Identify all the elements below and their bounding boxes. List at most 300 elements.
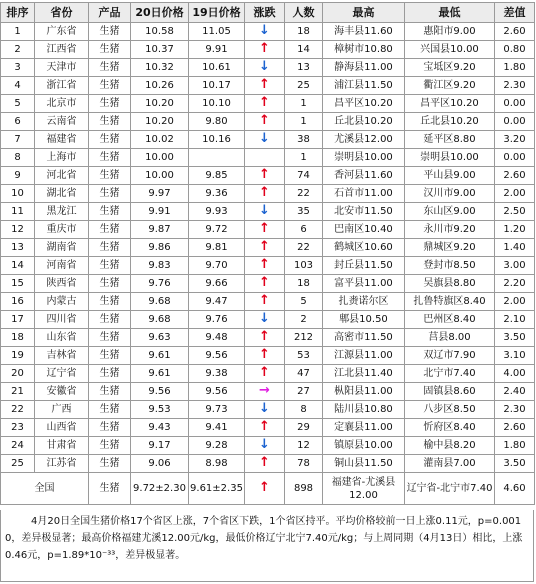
cell-lowest: 丘北县10.20 xyxy=(405,113,495,131)
cell-rank: 8 xyxy=(1,149,35,167)
cell-price20: 9.91 xyxy=(131,203,189,221)
cell-price19: 9.61±2.35 xyxy=(189,473,245,505)
trend-cell xyxy=(245,275,285,293)
arrow-up-icon: ↑ xyxy=(259,113,270,128)
cell-province: 安徽省 xyxy=(35,383,89,401)
trend-cell xyxy=(245,239,285,257)
trend-cell xyxy=(245,113,285,131)
cell-count: 2 xyxy=(285,311,323,329)
cell-price19: 9.72 xyxy=(189,221,245,239)
cell-lowest: 东山区9.00 xyxy=(405,203,495,221)
cell-price20: 9.86 xyxy=(131,239,189,257)
cell-highest: 定襄县11.00 xyxy=(323,419,405,437)
table-row xyxy=(1,419,535,437)
cell-lowest: 八步区8.50 xyxy=(405,401,495,419)
cell-price19: 9.66 xyxy=(189,275,245,293)
arrow-up-icon: ↑ xyxy=(259,480,270,495)
cell-highest: 扎赉诺尔区 xyxy=(323,293,405,311)
cell-count: 13 xyxy=(285,59,323,77)
cell-diff: 0.80 xyxy=(495,41,535,59)
cell-price20: 10.32 xyxy=(131,59,189,77)
cell-product: 生猪 xyxy=(89,131,131,149)
table-row xyxy=(1,329,535,347)
cell-price20: 9.17 xyxy=(131,437,189,455)
cell-lowest: 扎鲁特旗区8.40 xyxy=(405,293,495,311)
cell-price20: 9.76 xyxy=(131,275,189,293)
cell-count: 38 xyxy=(285,131,323,149)
cell-price19: 9.70 xyxy=(189,257,245,275)
cell-price19: 9.76 xyxy=(189,311,245,329)
table-row xyxy=(1,41,535,59)
summary-row xyxy=(1,473,535,505)
cell-price20: 9.06 xyxy=(131,455,189,473)
cell-highest: 北安市11.50 xyxy=(323,203,405,221)
cell-diff: 3.50 xyxy=(495,329,535,347)
arrow-flat-icon: → xyxy=(259,383,270,398)
cell-price19: 9.41 xyxy=(189,419,245,437)
trend-cell xyxy=(245,77,285,95)
cell-diff: 1.20 xyxy=(495,221,535,239)
cell-highest: 郫县10.50 xyxy=(323,311,405,329)
cell-count: 6 xyxy=(285,221,323,239)
cell-diff: 1.80 xyxy=(495,59,535,77)
trend-cell xyxy=(245,95,285,113)
cell-rank: 23 xyxy=(1,419,35,437)
trend-cell xyxy=(245,185,285,203)
cell-province: 湖南省 xyxy=(35,239,89,257)
cell-product: 生猪 xyxy=(89,383,131,401)
table-row xyxy=(1,383,535,401)
trend-cell xyxy=(245,257,285,275)
cell-product: 生猪 xyxy=(89,455,131,473)
arrow-down-icon: ↓ xyxy=(259,131,270,146)
trend-cell xyxy=(245,401,285,419)
cell-rank: 1 xyxy=(1,23,35,41)
cell-province: 吉林省 xyxy=(35,347,89,365)
cell-count: 1 xyxy=(285,149,323,167)
cell-rank: 13 xyxy=(1,239,35,257)
cell-lowest: 延平区8.80 xyxy=(405,131,495,149)
cell-count: 1 xyxy=(285,113,323,131)
cell-count: 5 xyxy=(285,293,323,311)
cell-diff: 1.80 xyxy=(495,437,535,455)
cell-count: 53 xyxy=(285,347,323,365)
cell-count: 47 xyxy=(285,365,323,383)
cell-lowest: 辽宁省-北宁市7.40 xyxy=(405,473,495,505)
cell-price20: 9.97 xyxy=(131,185,189,203)
cell-lowest: 汉川市9.00 xyxy=(405,185,495,203)
cell-rank: 4 xyxy=(1,77,35,95)
cell-product: 生猪 xyxy=(89,167,131,185)
cell-count: 1 xyxy=(285,95,323,113)
col-header-trend: 涨跌 xyxy=(245,3,285,23)
col-header-count: 人数 xyxy=(285,3,323,23)
cell-product: 生猪 xyxy=(89,293,131,311)
arrow-down-icon: ↓ xyxy=(259,437,270,452)
cell-count: 27 xyxy=(285,383,323,401)
cell-province: 内蒙古 xyxy=(35,293,89,311)
cell-highest: 福建省-尤溪县12.00 xyxy=(323,473,405,505)
cell-highest: 浦江县11.50 xyxy=(323,77,405,95)
cell-highest: 铜山县11.50 xyxy=(323,455,405,473)
cell-highest: 陆川县10.80 xyxy=(323,401,405,419)
cell-rank: 20 xyxy=(1,365,35,383)
arrow-down-icon: ↓ xyxy=(259,203,270,218)
table-row xyxy=(1,167,535,185)
cell-diff: 2.30 xyxy=(495,77,535,95)
cell-province: 甘肃省 xyxy=(35,437,89,455)
hog-price-table xyxy=(0,2,535,505)
table-row xyxy=(1,401,535,419)
arrow-up-icon: ↑ xyxy=(259,365,270,380)
cell-count: 22 xyxy=(285,239,323,257)
table-row xyxy=(1,365,535,383)
trend-cell xyxy=(245,167,285,185)
cell-price19: 10.10 xyxy=(189,95,245,113)
cell-price19: 9.80 xyxy=(189,113,245,131)
cell-highest: 石首市11.00 xyxy=(323,185,405,203)
cell-province: 四川省 xyxy=(35,311,89,329)
cell-diff: 2.00 xyxy=(495,185,535,203)
col-header-price20: 20日价格 xyxy=(131,3,189,23)
cell-count: 18 xyxy=(285,23,323,41)
arrow-up-icon: ↑ xyxy=(259,293,270,308)
cell-product: 生猪 xyxy=(89,95,131,113)
cell-diff: 2.40 xyxy=(495,383,535,401)
table-row xyxy=(1,131,535,149)
cell-price20: 10.37 xyxy=(131,41,189,59)
cell-rank: 5 xyxy=(1,95,35,113)
trend-cell xyxy=(245,329,285,347)
cell-price20: 9.68 xyxy=(131,293,189,311)
cell-lowest: 兴国县10.00 xyxy=(405,41,495,59)
arrow-up-icon: ↑ xyxy=(259,185,270,200)
cell-highest: 香河县11.60 xyxy=(323,167,405,185)
cell-product: 生猪 xyxy=(89,401,131,419)
table-row xyxy=(1,59,535,77)
cell-province: 辽宁省 xyxy=(35,365,89,383)
arrow-up-icon: ↑ xyxy=(259,329,270,344)
cell-count: 212 xyxy=(285,329,323,347)
cell-product: 生猪 xyxy=(89,77,131,95)
cell-price19: 9.81 xyxy=(189,239,245,257)
cell-diff: 2.60 xyxy=(495,23,535,41)
table-row xyxy=(1,257,535,275)
table-row xyxy=(1,77,535,95)
col-header-rank: 排序 xyxy=(1,3,35,23)
cell-province: 云南省 xyxy=(35,113,89,131)
cell-product: 生猪 xyxy=(89,23,131,41)
cell-lowest: 衢江区9.20 xyxy=(405,77,495,95)
cell-price20: 9.68 xyxy=(131,311,189,329)
cell-price19: 10.16 xyxy=(189,131,245,149)
trend-cell xyxy=(245,149,285,167)
cell-product: 生猪 xyxy=(89,311,131,329)
cell-price20: 10.02 xyxy=(131,131,189,149)
trend-cell xyxy=(245,293,285,311)
cell-lowest: 灌南县7.00 xyxy=(405,455,495,473)
cell-diff: 0.00 xyxy=(495,95,535,113)
cell-count: 35 xyxy=(285,203,323,221)
arrow-up-icon: ↑ xyxy=(259,167,270,182)
cell-highest: 鹤城区10.60 xyxy=(323,239,405,257)
cell-province: 山西省 xyxy=(35,419,89,437)
cell-price19: 9.73 xyxy=(189,401,245,419)
header-row xyxy=(1,3,535,23)
cell-price19: 8.98 xyxy=(189,455,245,473)
cell-price19: 9.47 xyxy=(189,293,245,311)
trend-cell xyxy=(245,347,285,365)
cell-highest: 江源县11.00 xyxy=(323,347,405,365)
cell-price20: 9.43 xyxy=(131,419,189,437)
cell-product: 生猪 xyxy=(89,221,131,239)
cell-diff: 3.10 xyxy=(495,347,535,365)
cell-rank: 6 xyxy=(1,113,35,131)
cell-lowest: 固镇县8.60 xyxy=(405,383,495,401)
cell-highest: 崇明县10.00 xyxy=(323,149,405,167)
cell-price20: 9.53 xyxy=(131,401,189,419)
cell-price20: 9.61 xyxy=(131,347,189,365)
cell-product: 生猪 xyxy=(89,329,131,347)
col-header-diff: 差值 xyxy=(495,3,535,23)
cell-price20: 10.58 xyxy=(131,23,189,41)
cell-price19: 10.17 xyxy=(189,77,245,95)
cell-diff: 0.00 xyxy=(495,149,535,167)
table-row xyxy=(1,185,535,203)
cell-highest: 尤溪县12.00 xyxy=(323,131,405,149)
trend-cell xyxy=(245,455,285,473)
cell-rank: 2 xyxy=(1,41,35,59)
cell-count: 14 xyxy=(285,41,323,59)
cell-product: 生猪 xyxy=(89,437,131,455)
cell-product: 生猪 xyxy=(89,239,131,257)
cell-diff: 0.00 xyxy=(495,113,535,131)
cell-product: 生猪 xyxy=(89,473,131,505)
cell-diff: 2.20 xyxy=(495,275,535,293)
cell-province: 福建省 xyxy=(35,131,89,149)
cell-lowest: 宝坻区9.20 xyxy=(405,59,495,77)
table-row xyxy=(1,347,535,365)
cell-province: 江苏省 xyxy=(35,455,89,473)
cell-price19: 9.91 xyxy=(189,41,245,59)
cell-price19: 9.93 xyxy=(189,203,245,221)
cell-diff: 2.60 xyxy=(495,419,535,437)
arrow-down-icon: ↓ xyxy=(259,401,270,416)
cell-rank: 17 xyxy=(1,311,35,329)
cell-price20: 10.00 xyxy=(131,167,189,185)
cell-lowest: 崇明县10.00 xyxy=(405,149,495,167)
arrow-down-icon: ↓ xyxy=(259,23,270,38)
cell-price19: 9.38 xyxy=(189,365,245,383)
cell-highest: 巴南区10.40 xyxy=(323,221,405,239)
cell-rank: 9 xyxy=(1,167,35,185)
arrow-down-icon: ↓ xyxy=(259,311,270,326)
cell-diff: 2.10 xyxy=(495,311,535,329)
cell-price20: 9.61 xyxy=(131,365,189,383)
cell-count: 898 xyxy=(285,473,323,505)
col-header-price19: 19日价格 xyxy=(189,3,245,23)
cell-count: 29 xyxy=(285,419,323,437)
cell-product: 生猪 xyxy=(89,365,131,383)
cell-highest: 江北县11.40 xyxy=(323,365,405,383)
trend-cell xyxy=(245,383,285,401)
cell-lowest: 忻府区8.40 xyxy=(405,419,495,437)
table-row xyxy=(1,239,535,257)
cell-lowest: 鼎城区9.20 xyxy=(405,239,495,257)
trend-cell xyxy=(245,221,285,239)
cell-rank: 24 xyxy=(1,437,35,455)
table-row xyxy=(1,23,535,41)
cell-province: 广东省 xyxy=(35,23,89,41)
cell-highest: 静海县11.00 xyxy=(323,59,405,77)
cell-price20: 9.56 xyxy=(131,383,189,401)
table-row xyxy=(1,149,535,167)
arrow-up-icon: ↑ xyxy=(259,41,270,56)
cell-highest: 海丰县11.60 xyxy=(323,23,405,41)
cell-province: 山东省 xyxy=(35,329,89,347)
col-header-highest: 最高 xyxy=(323,3,405,23)
cell-lowest: 双辽市7.90 xyxy=(405,347,495,365)
trend-cell xyxy=(245,473,285,505)
trend-cell xyxy=(245,311,285,329)
cell-product: 生猪 xyxy=(89,347,131,365)
cell-highest: 镇原县10.00 xyxy=(323,437,405,455)
cell-rank: 3 xyxy=(1,59,35,77)
cell-lowest: 永川市9.20 xyxy=(405,221,495,239)
table-body xyxy=(1,23,535,505)
cell-count: 8 xyxy=(285,401,323,419)
cell-diff: 3.20 xyxy=(495,131,535,149)
cell-price19: 10.61 xyxy=(189,59,245,77)
table-row xyxy=(1,293,535,311)
cell-lowest: 巴州区8.40 xyxy=(405,311,495,329)
cell-rank: 14 xyxy=(1,257,35,275)
cell-diff: 1.40 xyxy=(495,239,535,257)
cell-price19: 9.85 xyxy=(189,167,245,185)
cell-price19: 9.36 xyxy=(189,185,245,203)
cell-diff: 3.00 xyxy=(495,257,535,275)
cell-highest: 富平县11.00 xyxy=(323,275,405,293)
cell-price20: 10.26 xyxy=(131,77,189,95)
cell-diff: 3.50 xyxy=(495,455,535,473)
cell-diff: 2.60 xyxy=(495,167,535,185)
cell-count: 78 xyxy=(285,455,323,473)
cell-count: 12 xyxy=(285,437,323,455)
arrow-up-icon: ↑ xyxy=(259,275,270,290)
cell-province: 重庆市 xyxy=(35,221,89,239)
cell-price20: 9.87 xyxy=(131,221,189,239)
cell-rank: 10 xyxy=(1,185,35,203)
cell-lowest: 北宁市7.40 xyxy=(405,365,495,383)
cell-rank: 12 xyxy=(1,221,35,239)
cell-highest: 丘北县10.20 xyxy=(323,113,405,131)
table-row xyxy=(1,113,535,131)
cell-product: 生猪 xyxy=(89,203,131,221)
table-row xyxy=(1,221,535,239)
cell-product: 生猪 xyxy=(89,59,131,77)
cell-lowest: 昌平区10.20 xyxy=(405,95,495,113)
cell-price19: 9.56 xyxy=(189,383,245,401)
cell-count: 25 xyxy=(285,77,323,95)
cell-diff: 4.00 xyxy=(495,365,535,383)
cell-diff: 2.00 xyxy=(495,293,535,311)
arrow-up-icon: ↑ xyxy=(259,257,270,272)
trend-cell xyxy=(245,419,285,437)
cell-province: 黑龙江 xyxy=(35,203,89,221)
cell-rank: 15 xyxy=(1,275,35,293)
cell-province: 浙江省 xyxy=(35,77,89,95)
trend-cell xyxy=(245,23,285,41)
trend-cell xyxy=(245,203,285,221)
cell-lowest: 平山县9.00 xyxy=(405,167,495,185)
cell-province: 广西 xyxy=(35,401,89,419)
cell-lowest: 惠阳市9.00 xyxy=(405,23,495,41)
cell-product: 生猪 xyxy=(89,149,131,167)
cell-price19: 9.48 xyxy=(189,329,245,347)
summary-note: 4月20日全国生猪价格17个省区上涨，7个省区下跌，1个省区持平。平均价格较前一日上涨0.11元，p=0.0010，差异极显著；最高价格福建尤溪12.00元/kg，最低价格辽宁北宁7.40元/kg；与上周同期（4月13日）相比，上涨0.46元，p=1.89*10⁻³³，差异极显著。 xyxy=(0,510,534,582)
cell-price20: 10.20 xyxy=(131,95,189,113)
cell-price19: 11.05 xyxy=(189,23,245,41)
cell-highest: 昌平区10.20 xyxy=(323,95,405,113)
summary-label: 全国 xyxy=(1,473,89,505)
cell-highest: 封丘县11.50 xyxy=(323,257,405,275)
cell-product: 生猪 xyxy=(89,113,131,131)
cell-highest: 樟树市10.80 xyxy=(323,41,405,59)
cell-price20: 9.72±2.30 xyxy=(131,473,189,505)
trend-cell xyxy=(245,365,285,383)
cell-lowest: 莒县8.00 xyxy=(405,329,495,347)
table-row xyxy=(1,455,535,473)
trend-cell xyxy=(245,131,285,149)
cell-province: 江西省 xyxy=(35,41,89,59)
cell-rank: 19 xyxy=(1,347,35,365)
cell-product: 生猪 xyxy=(89,257,131,275)
cell-rank: 11 xyxy=(1,203,35,221)
trend-cell xyxy=(245,41,285,59)
cell-count: 103 xyxy=(285,257,323,275)
arrow-up-icon: ↑ xyxy=(259,239,270,254)
cell-province: 北京市 xyxy=(35,95,89,113)
cell-price19: 9.56 xyxy=(189,347,245,365)
cell-count: 18 xyxy=(285,275,323,293)
cell-province: 湖北省 xyxy=(35,185,89,203)
cell-product: 生猪 xyxy=(89,275,131,293)
col-header-province: 省份 xyxy=(35,3,89,23)
cell-lowest: 榆中县8.20 xyxy=(405,437,495,455)
cell-price20: 9.83 xyxy=(131,257,189,275)
cell-province: 河南省 xyxy=(35,257,89,275)
cell-diff: 2.50 xyxy=(495,203,535,221)
table-row xyxy=(1,275,535,293)
cell-rank: 7 xyxy=(1,131,35,149)
cell-price19 xyxy=(189,149,245,167)
cell-diff: 2.30 xyxy=(495,401,535,419)
table-row xyxy=(1,95,535,113)
cell-product: 生猪 xyxy=(89,419,131,437)
cell-rank: 21 xyxy=(1,383,35,401)
cell-price19: 9.28 xyxy=(189,437,245,455)
table-row xyxy=(1,437,535,455)
cell-province: 天津市 xyxy=(35,59,89,77)
arrow-down-icon: ↓ xyxy=(259,59,270,74)
cell-count: 74 xyxy=(285,167,323,185)
cell-lowest: 登封市8.50 xyxy=(405,257,495,275)
cell-price20: 10.00 xyxy=(131,149,189,167)
arrow-up-icon: ↑ xyxy=(259,455,270,470)
table-row xyxy=(1,203,535,221)
cell-count: 22 xyxy=(285,185,323,203)
cell-rank: 18 xyxy=(1,329,35,347)
